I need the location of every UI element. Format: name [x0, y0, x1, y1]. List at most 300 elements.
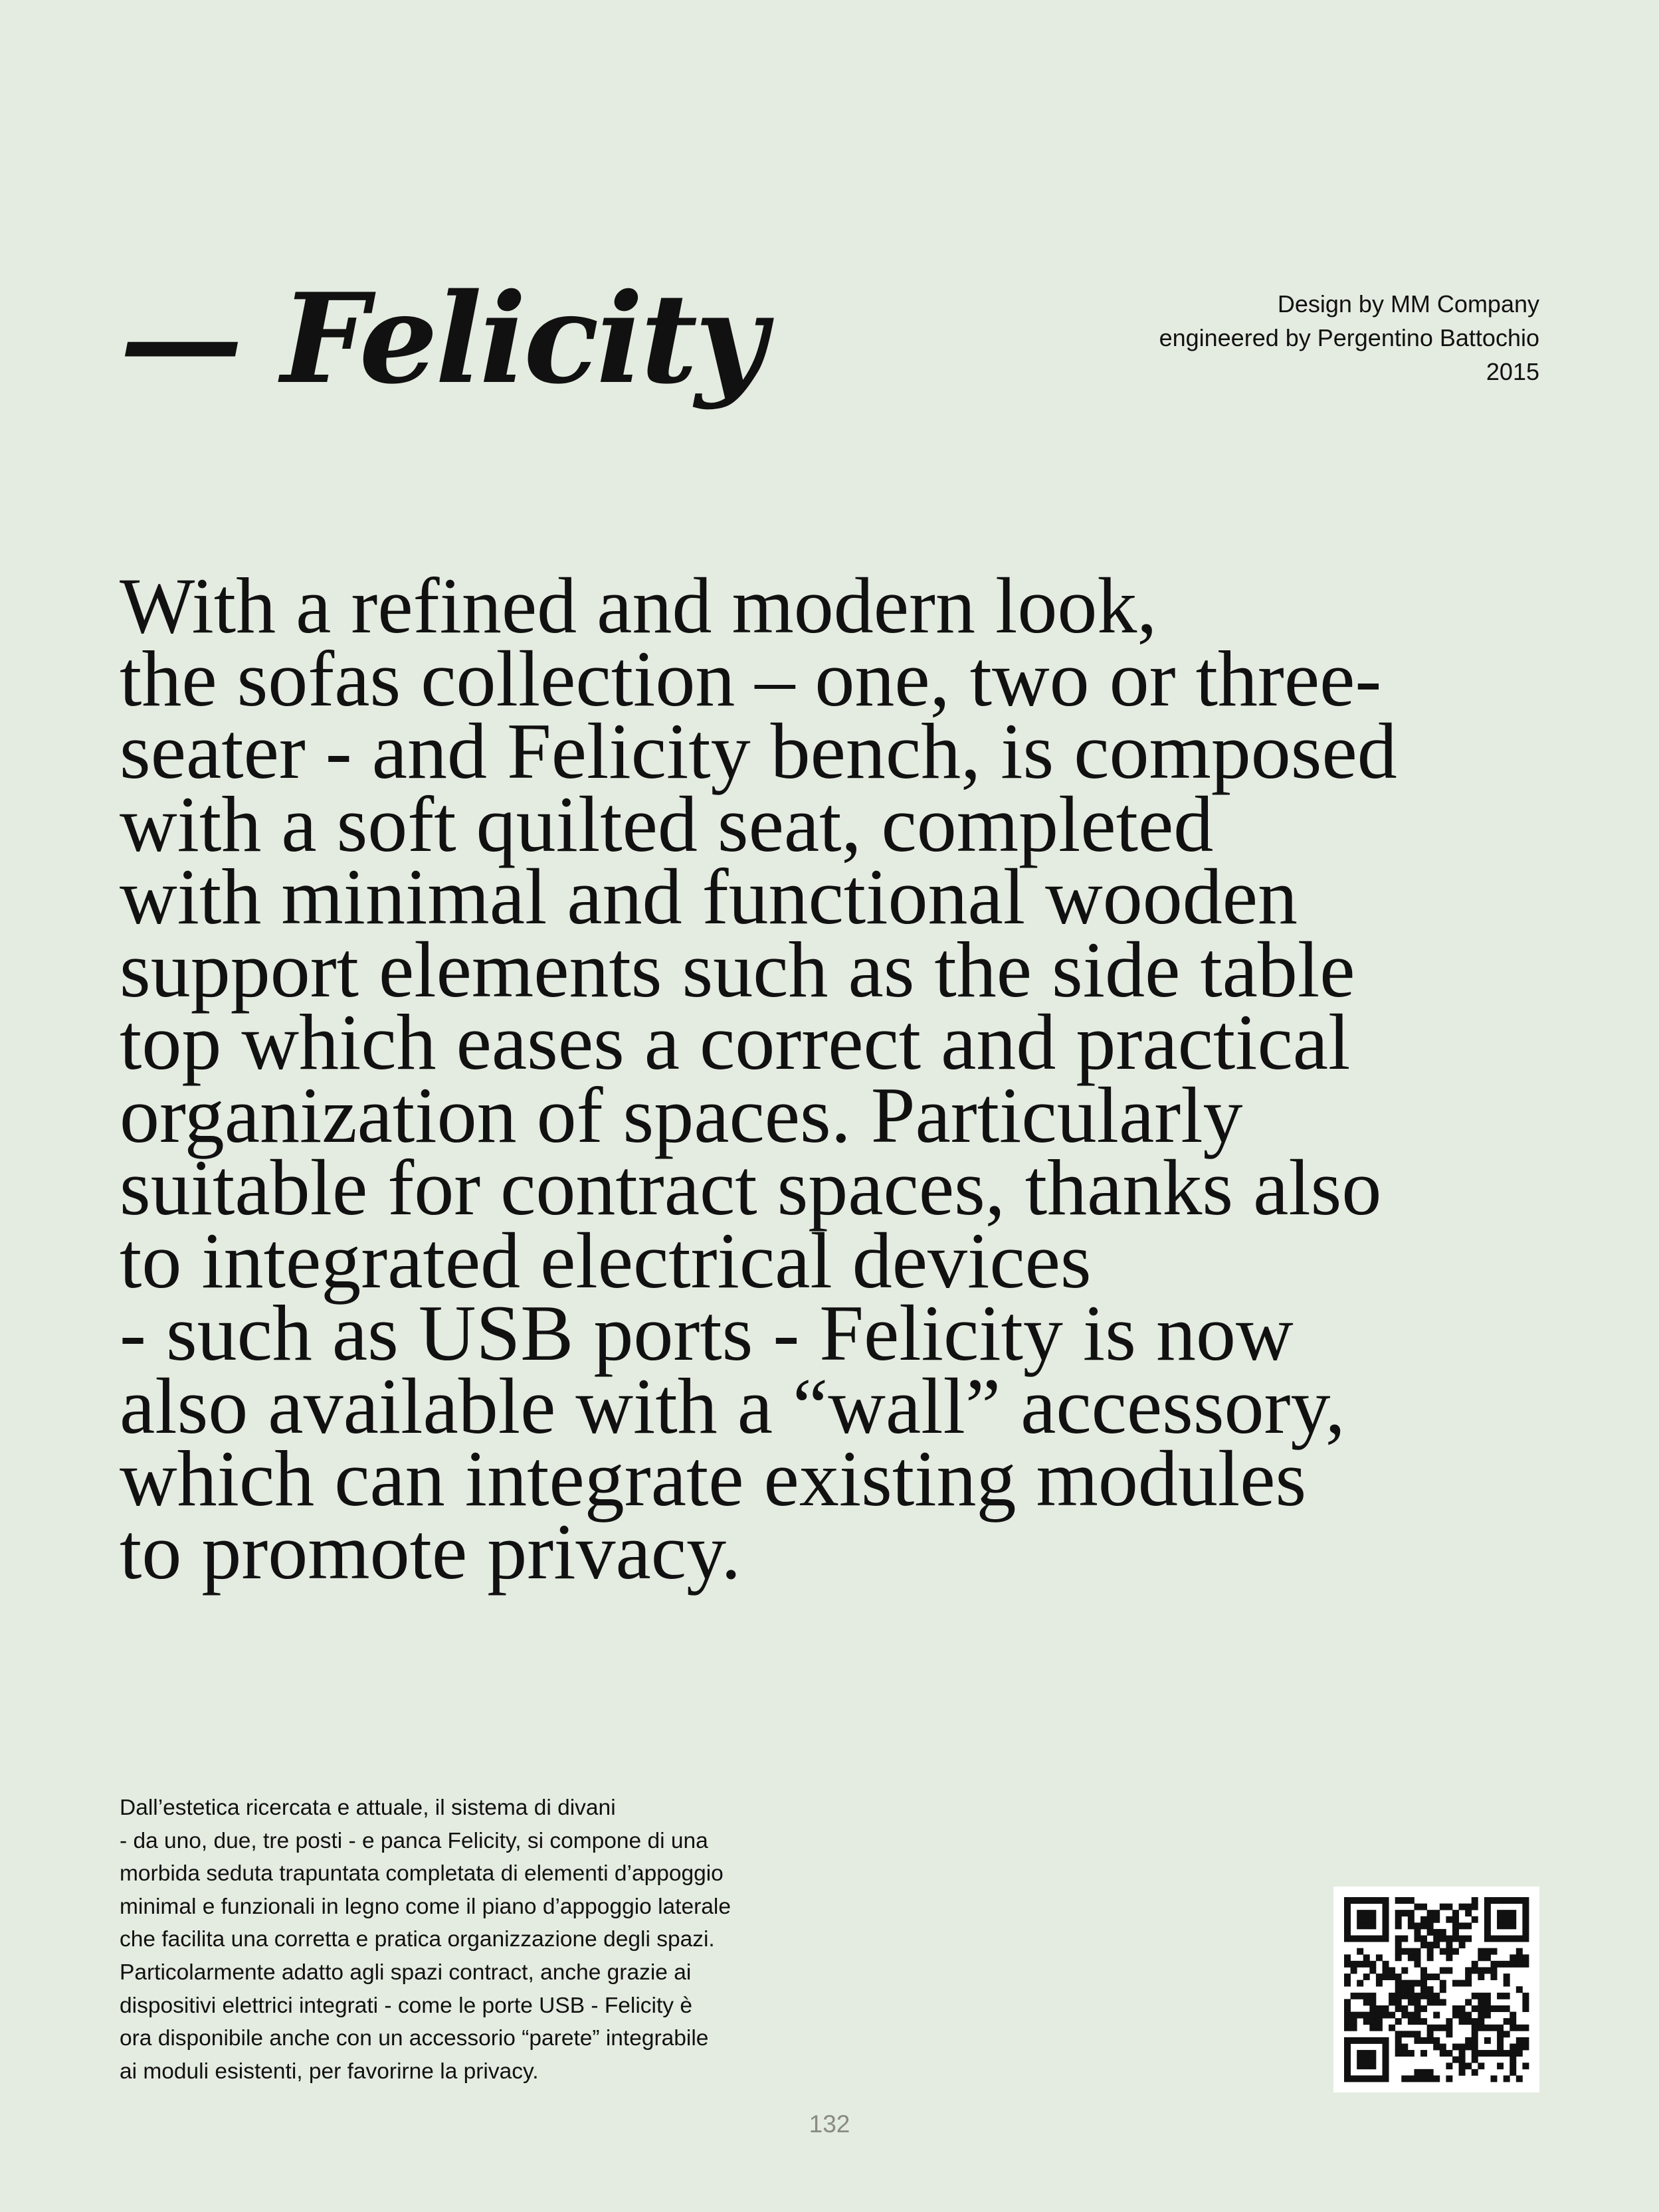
- qr-module: [1383, 1967, 1389, 1974]
- qr-module: [1510, 1954, 1516, 1961]
- qr-module: [1504, 2075, 1510, 2082]
- qr-module: [1363, 2018, 1370, 2025]
- qr-module: [1427, 2037, 1434, 2044]
- qr-module: [1414, 1999, 1420, 2005]
- qr-module: [1459, 2005, 1466, 2012]
- qr-module: [1427, 2075, 1434, 2082]
- qr-module: [1472, 1967, 1478, 1974]
- qr-module: [1516, 2037, 1523, 2044]
- qr-module: [1383, 2037, 1389, 2044]
- qr-module: [1401, 1993, 1408, 1999]
- qr-module: [1465, 1922, 1472, 1929]
- qr-module: [1522, 2063, 1529, 2069]
- qr-module: [1395, 1948, 1402, 1955]
- qr-module: [1383, 2063, 1389, 2069]
- design-credits: [1159, 287, 1539, 389]
- description-line: morbida seduta trapuntata completata di elementi d’appoggio: [120, 1861, 724, 1887]
- description-line: also available with a “wall” accessory,: [120, 1361, 1345, 1450]
- qr-module: [1490, 1961, 1497, 1968]
- qr-module: [1344, 1897, 1351, 1904]
- qr-module: [1465, 1967, 1472, 1974]
- qr-module: [1376, 2025, 1383, 2031]
- qr-module: [1420, 2069, 1427, 2076]
- qr-module: [1383, 2005, 1389, 2012]
- qr-module: [1510, 2057, 1516, 2063]
- qr-module: [1516, 1954, 1523, 1961]
- qr-module: [1408, 1986, 1415, 1993]
- qr-module: [1516, 1986, 1523, 1993]
- qr-module: [1433, 1916, 1440, 1923]
- qr-module: [1465, 2012, 1472, 2019]
- qr-module: [1420, 1993, 1427, 1999]
- qr-module: [1344, 2005, 1351, 2012]
- qr-module: [1459, 1904, 1466, 1910]
- qr-module: [1484, 1936, 1491, 1942]
- qr-module: [1351, 2018, 1357, 2025]
- qr-module: [1357, 1922, 1363, 1929]
- qr-module: [1414, 1993, 1420, 1999]
- qr-module: [1484, 2025, 1491, 2031]
- qr-module: [1401, 1936, 1408, 1942]
- qr-module: [1357, 2050, 1363, 2057]
- qr-module: [1357, 2075, 1363, 2082]
- description-line: which can integrate existing modules: [120, 1434, 1307, 1522]
- qr-module: [1497, 1916, 1504, 1923]
- qr-module: [1357, 1993, 1363, 1999]
- qr-module: [1376, 2037, 1383, 2044]
- qr-module: [1459, 2063, 1466, 2069]
- qr-module: [1395, 1897, 1402, 1904]
- qr-module: [1459, 1942, 1466, 1948]
- qr-module: [1408, 1916, 1415, 1923]
- qr-module: [1510, 2063, 1516, 2069]
- qr-module: [1452, 1948, 1459, 1955]
- qr-module: [1510, 1916, 1516, 1923]
- qr-module: [1433, 1942, 1440, 1948]
- qr-module: [1510, 2025, 1516, 2031]
- qr-module: [1420, 1922, 1427, 1929]
- qr-module: [1452, 1922, 1459, 1929]
- qr-module: [1357, 2063, 1363, 2069]
- qr-module: [1497, 1993, 1504, 1999]
- qr-module: [1344, 1922, 1351, 1929]
- qr-module: [1395, 1993, 1402, 1999]
- qr-module: [1408, 1954, 1415, 1961]
- description-line: top which eases a correct and practical: [120, 998, 1351, 1086]
- description-english: [120, 561, 1568, 1596]
- qr-module: [1446, 2031, 1452, 2037]
- qr-module: [1420, 1936, 1427, 1942]
- qr-module: [1472, 2025, 1478, 2031]
- qr-module: [1363, 2037, 1370, 2044]
- qr-module: [1401, 1948, 1408, 1955]
- description-line: Particolarmente adatto agli spazi contract, anche grazie ai: [120, 1960, 692, 1985]
- qr-module: [1459, 2057, 1466, 2063]
- qr-module: [1504, 1993, 1510, 1999]
- qr-module: [1459, 2012, 1466, 2019]
- qr-module: [1401, 2075, 1408, 2082]
- qr-module: [1376, 1936, 1383, 1942]
- qr-module: [1395, 2037, 1402, 2044]
- qr-module: [1401, 2050, 1408, 2057]
- qr-module: [1465, 1904, 1472, 1910]
- qr-module: [1452, 1910, 1459, 1916]
- qr-module: [1344, 1929, 1351, 1936]
- qr-module: [1414, 1961, 1420, 1968]
- qr-module: [1522, 1993, 1529, 1999]
- qr-module: [1376, 1974, 1383, 1980]
- qr-module: [1452, 1929, 1459, 1936]
- qr-module: [1383, 1929, 1389, 1936]
- qr-module: [1452, 1916, 1459, 1923]
- qr-module: [1433, 2075, 1440, 2082]
- qr-module: [1357, 2057, 1363, 2063]
- qr-module: [1427, 1999, 1434, 2005]
- description-line: minimal e funzionali in legno come il piano d’appoggio laterale: [120, 1894, 731, 1919]
- qr-module: [1440, 1986, 1446, 1993]
- qr-module: [1363, 1961, 1370, 1968]
- qr-module: [1357, 1961, 1363, 1968]
- credit-designer: Design by MM Company: [1277, 290, 1539, 318]
- description-italian: [120, 1792, 824, 2088]
- qr-module: [1490, 2005, 1497, 2012]
- qr-module: [1510, 2069, 1516, 2076]
- qr-module: [1497, 2005, 1504, 2012]
- page-title: — Felicity: [120, 266, 765, 411]
- qr-module: [1363, 1993, 1370, 1999]
- qr-module: [1490, 2050, 1497, 2057]
- qr-module: [1401, 1986, 1408, 1993]
- qr-module: [1383, 1922, 1389, 1929]
- qr-module: [1465, 1974, 1472, 1980]
- qr-module: [1395, 1942, 1402, 1948]
- qr-module: [1478, 1954, 1484, 1961]
- qr-module: [1369, 2050, 1376, 2057]
- qr-module: [1395, 2050, 1402, 2057]
- qr-module: [1376, 2005, 1383, 2012]
- qr-module: [1490, 1936, 1497, 1942]
- qr-module: [1408, 1897, 1415, 1904]
- qr-module: [1427, 1993, 1434, 1999]
- qr-module: [1376, 1897, 1383, 1904]
- qr-module: [1465, 2043, 1472, 2050]
- qr-module: [1440, 2050, 1446, 2057]
- qr-module: [1522, 1929, 1529, 1936]
- qr-module: [1484, 1916, 1491, 1923]
- qr-module: [1472, 2031, 1478, 2037]
- qr-module: [1369, 2012, 1376, 2019]
- qr-module: [1408, 1993, 1415, 1999]
- qr-module: [1389, 1999, 1395, 2005]
- qr-module: [1351, 1967, 1357, 1974]
- qr-module: [1395, 1936, 1402, 1942]
- qr-module: [1504, 1974, 1510, 1980]
- qr-module: [1383, 2012, 1389, 2019]
- qr-module: [1446, 2050, 1452, 2057]
- qr-module: [1344, 1954, 1351, 1961]
- qr-module: [1484, 1948, 1491, 1955]
- qr-module: [1510, 2018, 1516, 2025]
- qr-module: [1420, 2018, 1427, 2025]
- qr-module: [1522, 1999, 1529, 2005]
- qr-module: [1420, 2050, 1427, 2057]
- qr-module: [1446, 1936, 1452, 1942]
- qr-module: [1433, 1910, 1440, 1916]
- qr-module: [1446, 1967, 1452, 1974]
- qr-module: [1522, 1897, 1529, 1904]
- qr-module: [1446, 1942, 1452, 1948]
- credit-engineer: engineered by Pergentino Battochio: [1159, 324, 1539, 351]
- qr-module: [1414, 2069, 1420, 2076]
- qr-module: [1440, 1929, 1446, 1936]
- qr-module: [1344, 1974, 1351, 1980]
- qr-module: [1351, 1897, 1357, 1904]
- qr-module: [1363, 1910, 1370, 1916]
- qr-module: [1395, 2043, 1402, 2050]
- qr-module: [1446, 2063, 1452, 2069]
- qr-module: [1344, 2050, 1351, 2057]
- qr-module: [1484, 2012, 1491, 2019]
- qr-module: [1478, 2063, 1484, 2069]
- qr-module: [1357, 1948, 1363, 1955]
- qr-module: [1383, 1961, 1389, 1968]
- qr-module: [1414, 2005, 1420, 2012]
- qr-module: [1484, 1904, 1491, 1910]
- qr-module: [1369, 1993, 1376, 1999]
- qr-module: [1490, 2075, 1497, 2082]
- qr-module: [1522, 2005, 1529, 2012]
- qr-module: [1478, 2025, 1484, 2031]
- qr-module: [1446, 2075, 1452, 2082]
- qr-module: [1465, 1910, 1472, 1916]
- qr-module: [1389, 2012, 1395, 2019]
- description-line: - da uno, due, tre posti - e panca Felicity, si compone di una: [120, 1828, 708, 1853]
- qr-module: [1383, 2075, 1389, 2082]
- description-line: ora disponibile anche con un accessorio “parete” integrabile: [120, 2026, 709, 2051]
- qr-module: [1459, 1936, 1466, 1942]
- qr-module: [1522, 1936, 1529, 1942]
- qr-module: [1472, 1916, 1478, 1923]
- qr-module: [1376, 2018, 1383, 2025]
- qr-module: [1344, 2012, 1351, 2019]
- qr-module: [1440, 2043, 1446, 2050]
- qr-module: [1484, 1967, 1491, 1974]
- qr-module: [1369, 1922, 1376, 1929]
- qr-module: [1414, 2012, 1420, 2019]
- description-line: support elements such as the side table: [120, 925, 1355, 1014]
- qr-module: [1389, 1974, 1395, 1980]
- qr-module: [1408, 1980, 1415, 1987]
- qr-module: [1344, 2075, 1351, 2082]
- qr-module: [1395, 1980, 1402, 1987]
- qr-module: [1433, 1936, 1440, 1942]
- qr-module: [1440, 1980, 1446, 1987]
- qr-module: [1516, 1897, 1523, 1904]
- qr-module: [1401, 1980, 1408, 1987]
- qr-module: [1344, 1961, 1351, 1968]
- qr-module: [1395, 1986, 1402, 1993]
- qr-module: [1504, 2018, 1510, 2025]
- qr-module: [1395, 2031, 1402, 2037]
- qr-module: [1522, 2037, 1529, 2044]
- qr-module: [1408, 1910, 1415, 1916]
- qr-module: [1363, 1974, 1370, 1980]
- page-number: 132: [809, 2110, 850, 2138]
- qr-module: [1344, 1916, 1351, 1923]
- qr-module: [1369, 2025, 1376, 2031]
- qr-module: [1369, 1897, 1376, 1904]
- qr-module: [1516, 2043, 1523, 2050]
- qr-module: [1414, 2031, 1420, 2037]
- qr-module: [1427, 2025, 1434, 2031]
- qr-module: [1395, 1974, 1402, 1980]
- qr-module: [1433, 1999, 1440, 2005]
- qr-module: [1357, 1980, 1363, 1987]
- qr-module: [1389, 2025, 1395, 2031]
- qr-module: [1516, 1961, 1523, 1968]
- qr-module: [1351, 2075, 1357, 2082]
- description-line: che facilita una corretta e pratica organizzazione degli spazi.: [120, 1927, 715, 1952]
- description-line: to promote privacy.: [120, 1507, 741, 1596]
- qr-module: [1478, 2005, 1484, 2012]
- qr-module: [1484, 1897, 1491, 1904]
- qr-module: [1472, 2050, 1478, 2057]
- qr-module: [1504, 1961, 1510, 1968]
- description-line: ai moduli esistenti, per favorirne la privacy.: [120, 2059, 539, 2084]
- qr-module: [1369, 2005, 1376, 2012]
- qr-module: [1433, 1974, 1440, 1980]
- qr-module: [1414, 2075, 1420, 2082]
- qr-module: [1344, 1980, 1351, 1987]
- qr-module: [1351, 2025, 1357, 2031]
- qr-module: [1440, 1904, 1446, 1910]
- qr-module: [1478, 1948, 1484, 1955]
- qr-module: [1522, 2043, 1529, 2050]
- description-line: seater - and Felicity bench, is composed: [120, 707, 1397, 795]
- qr-module: [1440, 2025, 1446, 2031]
- qr-module: [1440, 1999, 1446, 2005]
- qr-module: [1369, 2018, 1376, 2025]
- qr-module: [1369, 1936, 1376, 1942]
- qr-module: [1497, 1961, 1504, 1968]
- qr-module: [1420, 1974, 1427, 1980]
- qr-module: [1363, 2057, 1370, 2063]
- qr-module: [1472, 2005, 1478, 2012]
- qr-module: [1395, 1954, 1402, 1961]
- qr-module: [1420, 1980, 1427, 1987]
- qr-module: [1522, 1961, 1529, 1968]
- qr-module: [1389, 1993, 1395, 1999]
- qr-module: [1363, 1999, 1370, 2005]
- qr-module: [1510, 2050, 1516, 2057]
- qr-module: [1395, 1999, 1402, 2005]
- qr-module: [1383, 1974, 1389, 1980]
- qr-module: [1395, 2018, 1402, 2025]
- qr-code-icon[interactable]: [1333, 1887, 1539, 2092]
- description-line: the sofas collection – one, two or three-: [120, 634, 1382, 723]
- qr-module: [1383, 1904, 1389, 1910]
- qr-module: [1465, 1980, 1472, 1987]
- qr-module: [1522, 1904, 1529, 1910]
- qr-module: [1465, 1936, 1472, 1942]
- qr-module: [1472, 1993, 1478, 1999]
- qr-module: [1357, 1910, 1363, 1916]
- qr-module: [1497, 1936, 1504, 1942]
- qr-module: [1357, 1936, 1363, 1942]
- qr-module: [1497, 1922, 1504, 1929]
- qr-module: [1472, 2018, 1478, 2025]
- qr-module: [1465, 2063, 1472, 2069]
- qr-module: [1504, 2031, 1510, 2037]
- qr-module: [1433, 2043, 1440, 2050]
- qr-module: [1452, 1980, 1459, 1987]
- qr-module: [1363, 1897, 1370, 1904]
- qr-module: [1369, 1916, 1376, 1923]
- qr-module: [1510, 2012, 1516, 2019]
- qr-module: [1465, 2037, 1472, 2044]
- qr-module: [1363, 1916, 1370, 1923]
- qr-module: [1433, 2012, 1440, 2019]
- qr-module: [1383, 2043, 1389, 2050]
- qr-module: [1351, 1993, 1357, 1999]
- qr-module: [1363, 2012, 1370, 2019]
- qr-module: [1516, 2050, 1523, 2057]
- qr-module: [1478, 1993, 1484, 1999]
- qr-module: [1484, 2037, 1491, 2044]
- qr-module: [1420, 1904, 1427, 1910]
- qr-module: [1344, 1999, 1351, 2005]
- qr-module: [1427, 1922, 1434, 1929]
- qr-module: [1484, 2050, 1491, 2057]
- qr-module: [1427, 1910, 1434, 1916]
- qr-module: [1414, 1954, 1420, 1961]
- qr-module: [1452, 2005, 1459, 2012]
- qr-module: [1376, 1954, 1383, 1961]
- qr-module: [1420, 1986, 1427, 1993]
- qr-module: [1344, 1904, 1351, 1910]
- qr-module: [1504, 1916, 1510, 1923]
- qr-module: [1401, 2005, 1408, 2012]
- qr-module: [1369, 2075, 1376, 2082]
- qr-module: [1408, 2018, 1415, 2025]
- qr-module: [1344, 2025, 1351, 2031]
- qr-module: [1383, 1897, 1389, 1904]
- qr-module: [1478, 2012, 1484, 2019]
- qr-module: [1497, 2050, 1504, 2057]
- qr-module: [1363, 2075, 1370, 2082]
- description-line: with a soft quilted seat, completed: [120, 779, 1214, 868]
- qr-module: [1510, 2043, 1516, 2050]
- qr-module: [1490, 1948, 1497, 1955]
- qr-module: [1446, 2025, 1452, 2031]
- qr-module: [1383, 2069, 1389, 2076]
- qr-module: [1459, 2043, 1466, 2050]
- qr-module: [1414, 1948, 1420, 1955]
- description-line: with minimal and functional wooden: [120, 852, 1298, 941]
- qr-module: [1369, 1961, 1376, 1968]
- qr-module: [1414, 1929, 1420, 1936]
- qr-module: [1408, 1948, 1415, 1955]
- qr-module: [1420, 1942, 1427, 1948]
- qr-module: [1427, 1929, 1434, 1936]
- qr-module: [1383, 1916, 1389, 1923]
- qr-module: [1516, 2075, 1523, 2082]
- qr-module: [1490, 1897, 1497, 1904]
- qr-module: [1395, 1916, 1402, 1923]
- qr-module: [1344, 1936, 1351, 1942]
- description-line: suitable for contract spaces, thanks also: [120, 1143, 1382, 1232]
- qr-module: [1344, 2043, 1351, 2050]
